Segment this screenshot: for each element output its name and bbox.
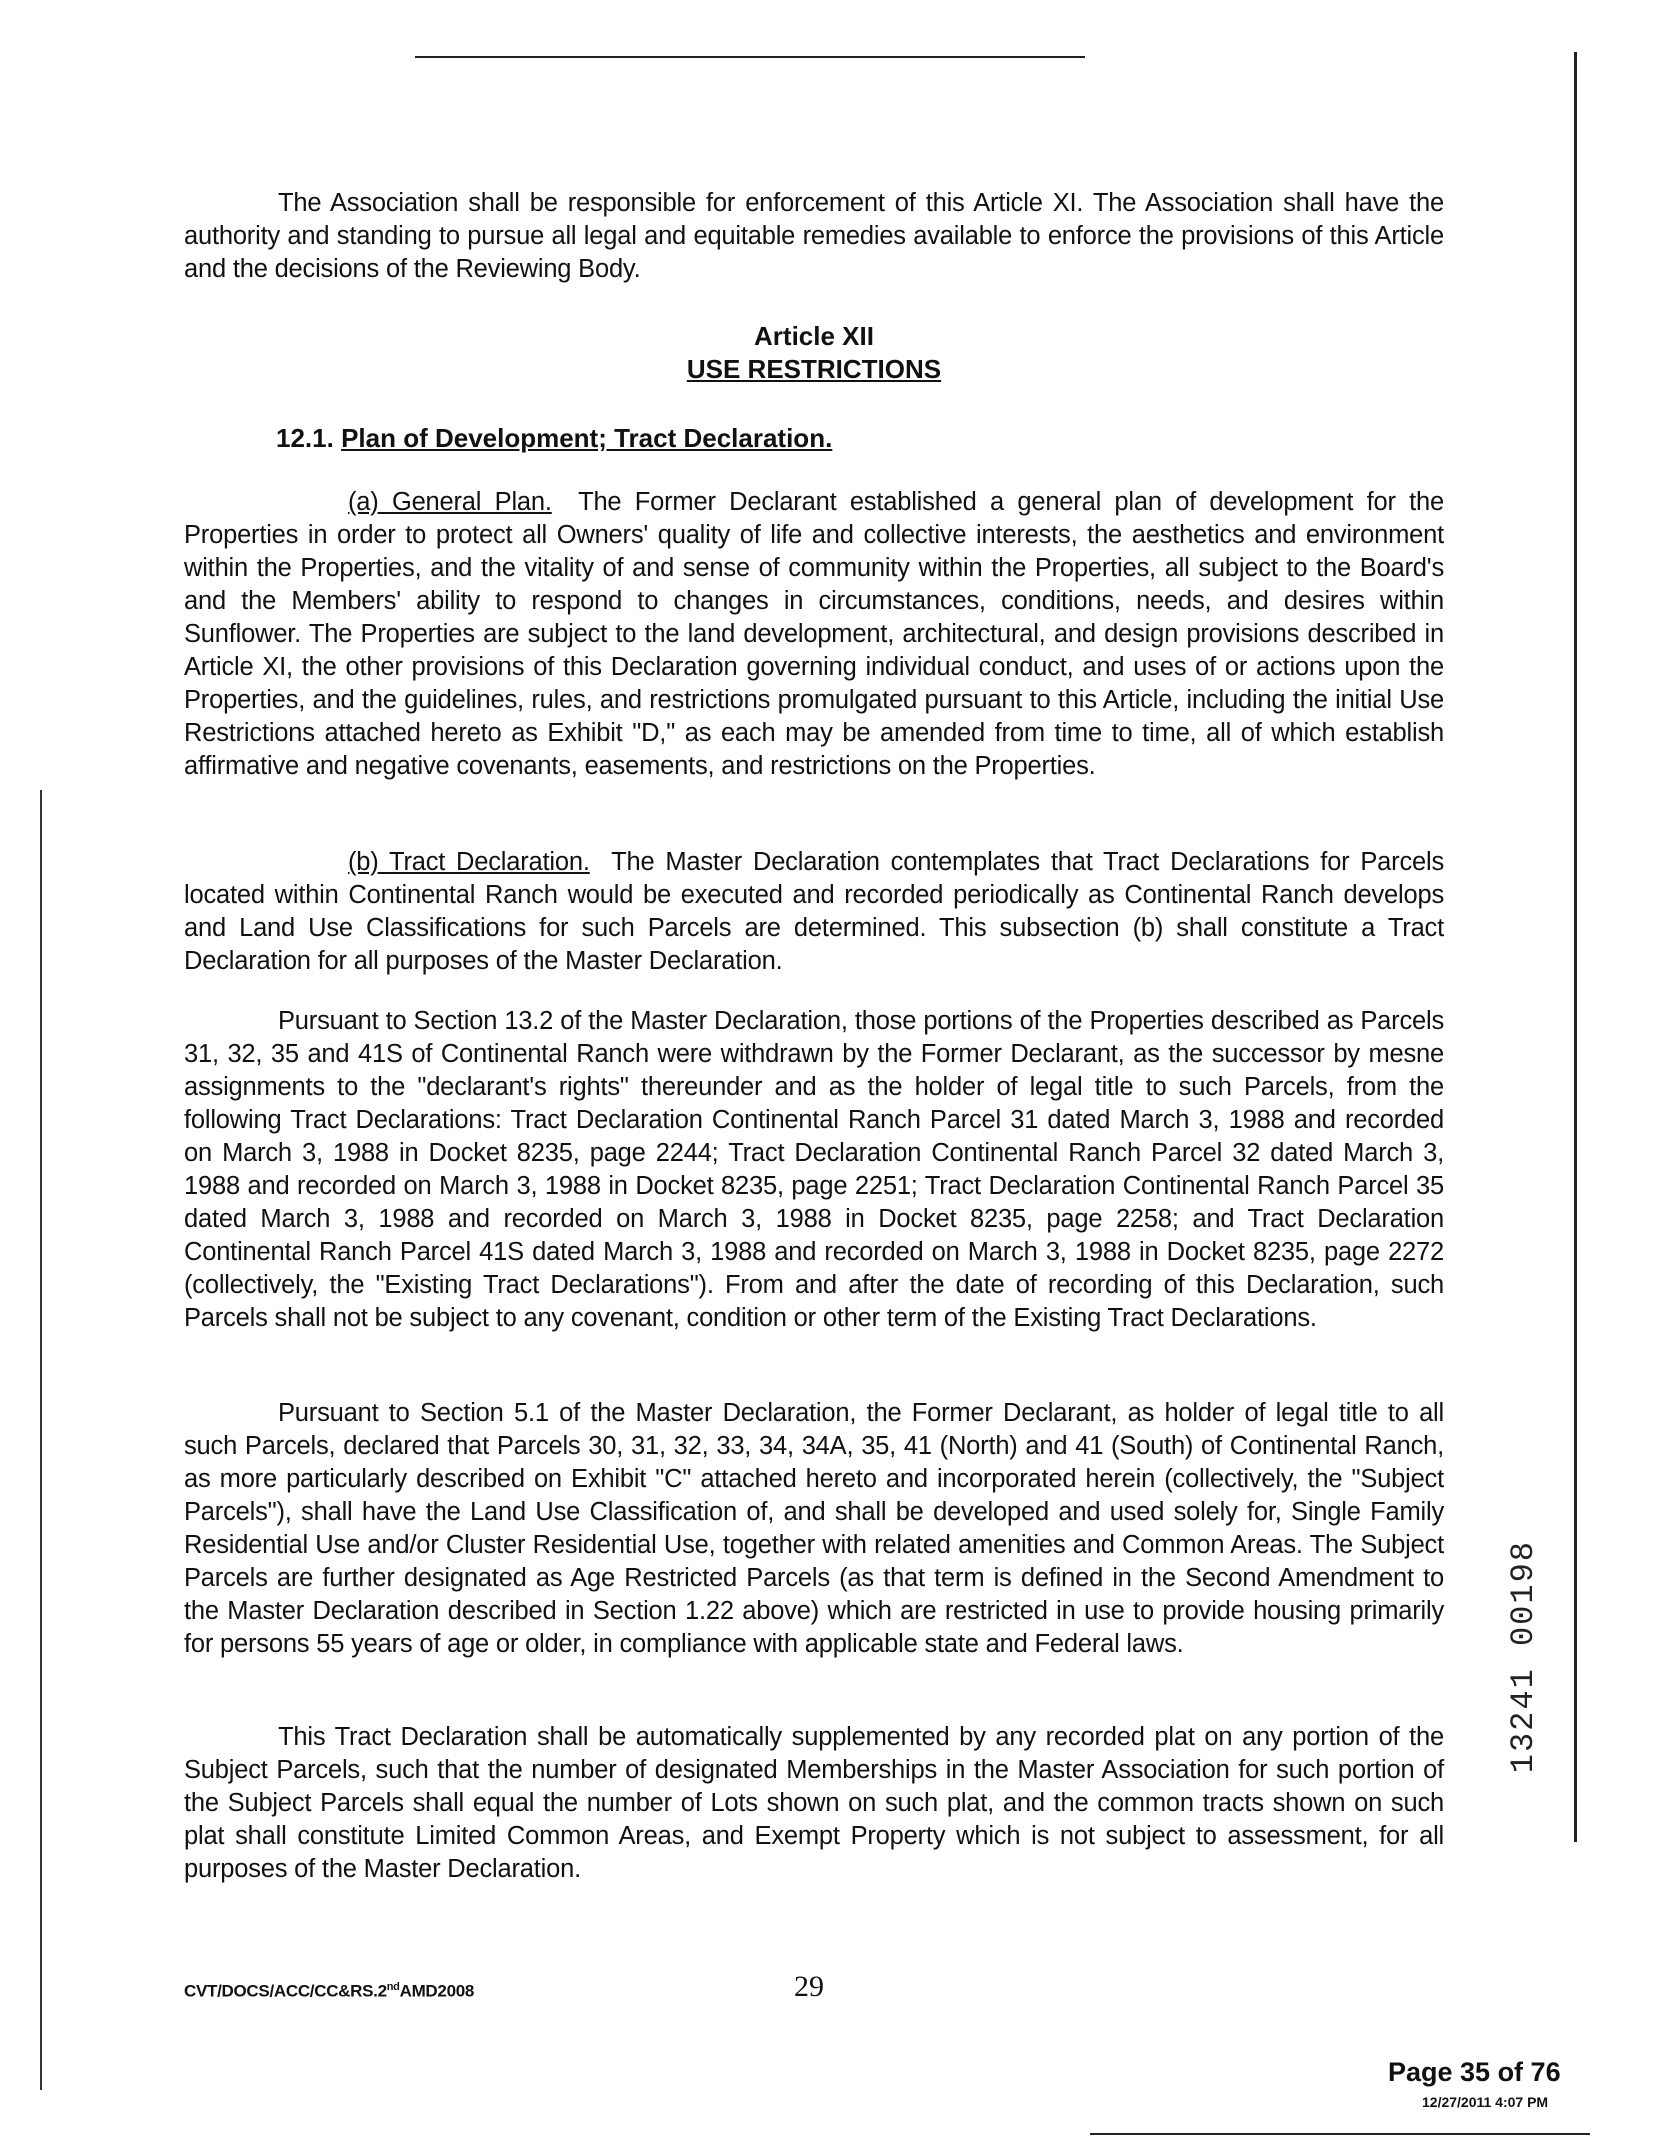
- article-heading: [184, 320, 1444, 386]
- document-id: [184, 1981, 474, 2002]
- paragraph-tract-supplement: This Tract Declaration shall be automatically supplemented by any recorded plat on any portion of the Subject Parcels, such that the number of designated Memberships in the Master Association for such portion of the Subject Parcels shall equal the number of Lots shown on such plat, and the common tracts shown on such plat shall constitute Limited Common Areas, and Exempt Property which is not subject to assessment, for all purposes of the Master Declaration.: [184, 1723, 1444, 1883]
- doc-id-prefix: CVT/DOCS/ACC/CC&RS.2: [184, 1981, 387, 2001]
- right-margin-rule: [1574, 52, 1577, 1842]
- section-heading: [276, 422, 832, 455]
- paragraph-general-plan: [184, 486, 1444, 783]
- page-count: Page 35 of 76: [1388, 2057, 1561, 2087]
- general-plan-label: (a) General Plan.: [348, 488, 552, 516]
- doc-id-superscript: nd: [386, 1981, 400, 1993]
- left-margin-rule: [40, 790, 42, 2090]
- recording-stamp: 13241 00198: [1505, 1540, 1542, 1774]
- article-title: USE RESTRICTIONS: [686, 354, 942, 384]
- paragraph-section-13-2: Pursuant to Section 13.2 of the Master Declaration, those portions of the Properties described as Parcels 31, 32, 35 and 41S of Continental Ranch were withdrawn by the Former Declarant, as the successor by mesne assignments to the "declarant's rights" thereunder and as the holder of legal title to such Parcels, from the following Tract Declarations: Tract Declaration Continental Ranch Parcel 31 dated March 3, 1988 and recorded on March 3, 1988 in Docket 8235, page 2244; Tract Declaration Continental Ranch Parcel 32 dated March 3, 1988 and recorded on March 3, 1988 in Docket 8235, page 2251; Tract Declaration Continental Ranch Parcel 35 dated March 3, 1988 and recorded on March 3, 1988 in Docket 8235, page 2258; and Tract Declaration Continental Ranch Parcel 41S dated March 3, 1988 and recorded on March 3, 1988 in Docket 8235, page 2272 (collectively, the "Existing Tract Declarations"). From and after the date of recording of this Declaration, such Parcels shall not be subject to any covenant, condition or other term of the Existing Tract Declarations.: [184, 1007, 1444, 1332]
- bottom-rule: [1090, 2133, 1590, 2135]
- section-title: Plan of Development; Tract Declaration.: [341, 423, 833, 453]
- paragraph-tract-declaration: [184, 846, 1444, 978]
- paragraph-section-5-1: Pursuant to Section 5.1 of the Master Declaration, the Former Declarant, as holder of legal title to all such Parcels, declared that Parcels 30, 31, 32, 33, 34, 34A, 35, 41 (North) and 41 (South) of Continental Ranch, as more particularly described on Exhibit "C" attached hereto and incorporated herein (collectively, the "Subject Parcels"), shall have the Land Use Classification of, and shall be developed and used solely for, Single Family Residential Use and/or Cluster Residential Use, together with related amenities and Common Areas. The Subject Parcels are further designated as Age Restricted Parcels (as that term is defined in the Second Amendment to the Master Declaration described in Section 1.22 above) which are restricted in use to provide housing primarily for persons 55 years of age or older, in compliance with applicable state and Federal laws.: [184, 1399, 1444, 1658]
- intro-paragraph: The Association shall be responsible for enforcement of this Article XI. The Association shall have the authority and standing to pursue all legal and equitable remedies available to enforce the provisions of this Article and the decisions of the Reviewing Body.: [184, 189, 1444, 283]
- tract-declaration-label: (b) Tract Declaration.: [348, 848, 590, 876]
- top-rule: [415, 56, 1085, 58]
- doc-id-suffix: AMD2008: [399, 1981, 475, 2001]
- section-number: 12.1.: [276, 423, 334, 453]
- timestamp: 12/27/2011 4:07 PM: [1422, 2094, 1549, 2110]
- page-number: 29: [794, 1970, 824, 2003]
- tract-declaration-text: The Master Declaration contemplates that Tract Declarations for Parcels located within Continental Ranch would be executed and recorded periodically as Continental Ranch develops and Land Use Classifications for such Parcels are determined. This subsection (b) shall constitute a Tract Declaration for all purposes of the Master Declaration.: [184, 848, 1445, 975]
- general-plan-text: The Former Declarant established a general plan of development for the Properties in order to protect all Owners' quality of life and collective interests, the aesthetics and environment within the Properties, and the vitality of and sense of community within the Properties, all subject to the Board's and the Members' ability to respond to changes in circumstances, conditions, needs, and desires within Sunflower. The Properties are subject to the land development, architectural, and design provisions described in Article XI, the other provisions of this Declaration governing individual conduct, and uses of or actions upon the Properties, and the guidelines, rules, and restrictions promulgated pursuant to this Article, including the initial Use Restrictions attached hereto as Exhibit "D," as each may be amended from time to time, all of which establish affirmative and negative covenants, easements, and restrictions on the Properties.: [184, 488, 1445, 780]
- article-number: Article XII: [754, 321, 874, 351]
